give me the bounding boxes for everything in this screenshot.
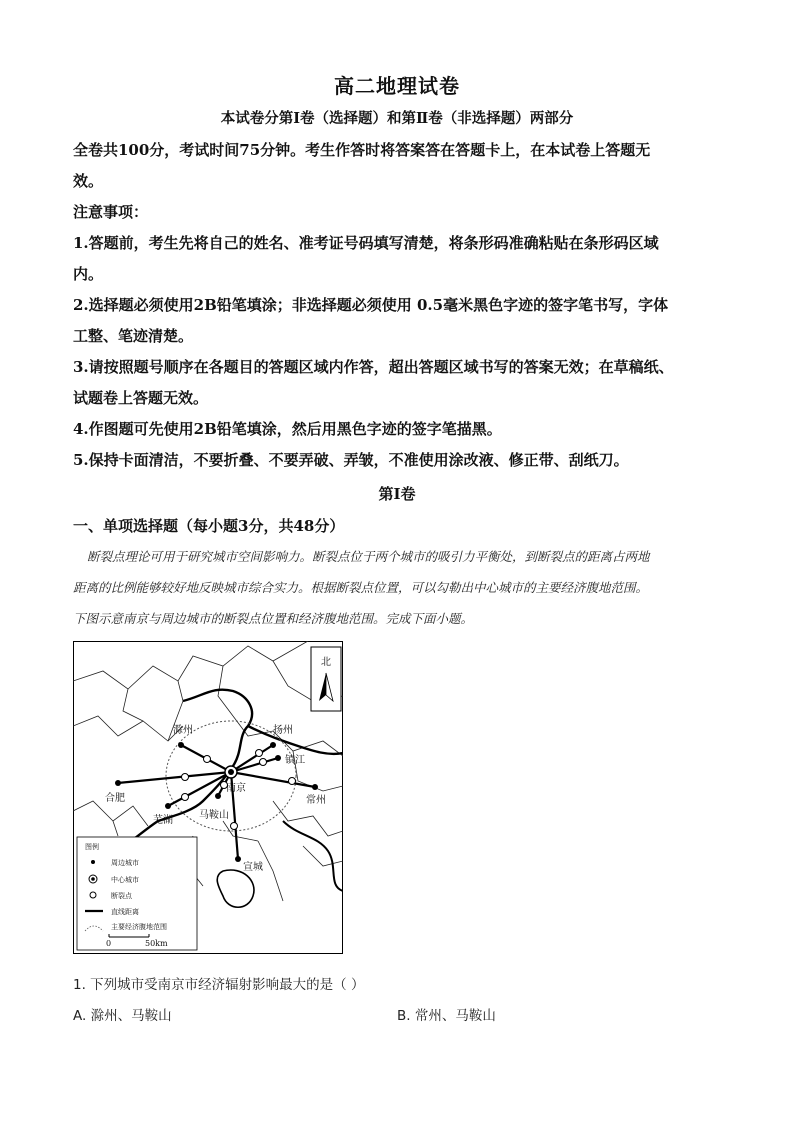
- label-chuzhou: 滁州: [173, 725, 193, 736]
- scale-label: 50km: [145, 939, 168, 948]
- legend-break-dot: [90, 892, 96, 898]
- note-1-line-2: 内。: [73, 265, 104, 283]
- map-svg: [73, 641, 343, 954]
- section-title: 第Ⅰ卷: [378, 485, 416, 503]
- break-point-zhenjiang: [260, 759, 267, 766]
- legend-title: 图例: [85, 843, 99, 851]
- scale-zero: 0: [106, 939, 112, 948]
- legend-item-range: 主要经济腹地范围: [111, 923, 167, 931]
- legend-item-city: 周边城市: [111, 859, 139, 867]
- intro-line-1: 全卷共100分，考试时间75分钟。考生作答时将答案答在答题卡上，在本试卷上答题无: [73, 141, 651, 159]
- label-wuhu: 芜湖: [153, 815, 173, 826]
- break-point-wuhu: [182, 794, 189, 801]
- city-dot-zhenjiang: [275, 755, 281, 761]
- legend-center-dot: [91, 877, 95, 881]
- nanjing-map-figure: [73, 641, 343, 954]
- question-1-stem: 1. 下列城市受南京市经济辐射影响最大的是（ ）: [73, 977, 365, 993]
- city-dot-yangzhou: [270, 742, 276, 748]
- map-legend: [77, 837, 197, 950]
- label-zhenjiang: 镇江: [285, 755, 305, 766]
- city-dot-changzhou: [312, 784, 318, 790]
- passage-line-3: 下图示意南京与周边城市的断裂点位置和经济腹地范围。完成下面小题。: [73, 611, 474, 626]
- city-dot-xuancheng: [235, 856, 241, 862]
- notes-title: 注意事项：: [73, 203, 149, 221]
- break-point-yangzhou: [256, 750, 263, 757]
- city-dot-chuzhou: [178, 742, 184, 748]
- break-point-changzhou: [289, 778, 296, 785]
- note-3-line-2: 试题卷上答题无效。: [73, 389, 209, 407]
- north-arrow: [311, 647, 341, 711]
- legend-item-break: 断裂点: [111, 892, 132, 900]
- part-title: 一、单项选择题（每小题3分，共48分）: [73, 517, 345, 535]
- note-2-line-2: 工整、笔迹清楚。: [73, 327, 194, 345]
- break-point-chuzhou: [204, 756, 211, 763]
- city-dot-maanshan: [215, 793, 221, 799]
- label-nanjing: 南京: [226, 783, 246, 794]
- passage-line-2: 距离的比例能够较好地反映城市综合实力。根据断裂点位置，可以勾勒出中心城市的主要经济腹地范围。: [73, 580, 649, 595]
- legend-item-center: 中心城市: [111, 876, 139, 884]
- label-xuancheng: 宣城: [243, 862, 263, 873]
- passage-line-1: [73, 541, 723, 572]
- intro-line-2: 效。: [73, 172, 104, 190]
- label-yangzhou: 扬州: [273, 725, 293, 736]
- north-label: 北: [321, 657, 331, 668]
- break-point-hefei: [182, 774, 189, 781]
- label-hefei: 合肥: [105, 793, 125, 804]
- exam-title: 高二地理试卷: [334, 74, 460, 98]
- city-dot-wuhu: [165, 803, 171, 809]
- note-2-line-1: 2.选择题必须使用2B铅笔填涂；非选择题必须使用 0.5毫米黑色字迹的签字笔书写，字体: [73, 296, 669, 314]
- break-point-xuancheng: [231, 823, 238, 830]
- note-5: 5.保持卡面清洁，不要折叠、不要弄破、弄皱，不准使用涂改液、修正带、刮纸刀。: [73, 451, 629, 469]
- note-4: 4.作图题可先使用2B铅笔填涂，然后用黑色字迹的签字笔描黑。: [73, 420, 502, 438]
- legend-city-dot: [91, 860, 95, 864]
- legend-item-line: 直线距离: [111, 908, 139, 916]
- option-a[interactable]: A. 滁州、马鞍山: [73, 1008, 172, 1024]
- passage-text-1: 断裂点理论可用于研究城市空间影响力。断裂点位于两个城市的吸引力平衡处，到断裂点的距离占两地: [87, 549, 650, 564]
- note-3-line-1: 3.请按照题号顺序在各题目的答题区域内作答，超出答题区域书写的答案无效；在草稿纸、: [73, 358, 674, 376]
- exam-subtitle: 本试卷分第Ⅰ卷（选择题）和第Ⅱ卷（非选择题）两部分: [220, 110, 574, 127]
- option-b[interactable]: B. 常州、马鞍山: [397, 1008, 496, 1024]
- city-dot-hefei: [115, 780, 121, 786]
- note-1-line-1: 1.答题前，考生先将自己的姓名、准考证号码填写清楚，将条形码准确粘贴在条形码区域: [73, 234, 659, 252]
- central-city-nanjing: [225, 766, 237, 778]
- label-changzhou: 常州: [306, 795, 326, 806]
- label-maanshan: 马鞍山: [199, 810, 229, 821]
